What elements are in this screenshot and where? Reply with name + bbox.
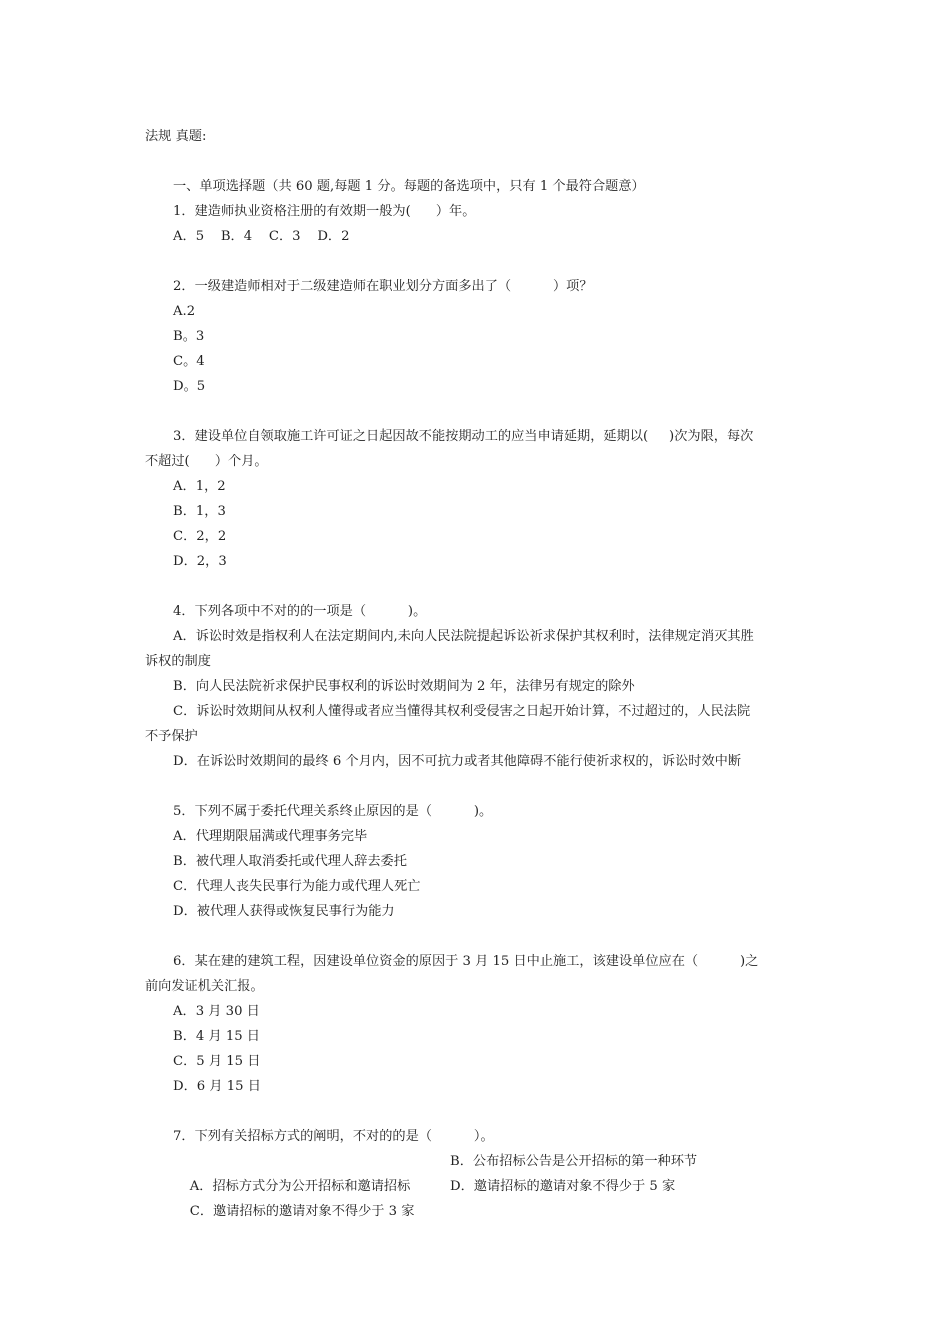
q4-option-c-line2: 不予保护 xyxy=(145,729,198,744)
q4-option-d: D．在诉讼时效期间的最终 6 个月内，因不可抗力或者其他障碍不能行使祈求权的，诉讼时效中断 xyxy=(173,754,742,769)
q5-option-b: B．被代理人取消委托或代理人辞去委托 xyxy=(173,854,407,869)
q7-option-d: D．邀请招标的邀请对象不得少于 5 家 xyxy=(450,1179,676,1194)
q6-option-a: A．3 月 30 日 xyxy=(173,1004,260,1019)
q1-stem: 1．建造师执业资格注册的有效期一般为( ）年。 xyxy=(173,204,476,219)
q3-option-a: A．1，2 xyxy=(173,479,226,494)
q4-option-a-line2: 诉权的制度 xyxy=(145,654,211,669)
q7-options-row2 xyxy=(145,1174,810,1219)
q5-option-d: D．被代理人获得或恢复民事行为能力 xyxy=(173,904,395,919)
q3-option-c: C．2，2 xyxy=(173,529,227,544)
q3-stem-line1: 3．建设单位自领取施工许可证之日起因故不能按期动工的应当申请延期，延期以( )次为限，每次 xyxy=(173,429,754,444)
q6-option-b: B．4 月 15 日 xyxy=(173,1029,260,1044)
q4-option-c-line1: C．诉讼时效期间从权利人懂得或者应当懂得其权利受侵害之日起开始计算，不过超过的，人民法院 xyxy=(173,704,751,719)
q5-option-c: C．代理人丧失民事行为能力或代理人死亡 xyxy=(173,879,421,894)
q3-option-d: D．2，3 xyxy=(173,554,227,569)
q7-option-a: A．招标方式分为公开招标和邀请招标 xyxy=(189,1179,411,1194)
q2-option-c: C。4 xyxy=(173,354,205,369)
q3-option-b: B．1，3 xyxy=(173,504,226,519)
q4-option-a-line1: A．诉讼时效是指权利人在法定期间内,未向人民法院提起诉讼祈求保护其权利时，法律规定消灭其胜 xyxy=(173,629,754,644)
q6-stem-line2: 前向发证机关汇报。 xyxy=(145,979,264,994)
q2-option-d: D。5 xyxy=(173,379,206,394)
q7-option-b: B．公布招标公告是公开招标的第一种环节 xyxy=(450,1154,698,1169)
q2-option-b: B。3 xyxy=(173,329,205,344)
section-heading: 一、单项选择题（共 60 题,每题 1 分。每题的备选项中，只有 1 个最符合题意） xyxy=(173,179,645,194)
q2-option-a: A.2 xyxy=(173,304,196,319)
q6-option-d: D．6 月 15 日 xyxy=(173,1079,261,1094)
q7-option-c: C．邀请招标的邀请对象不得少于 3 家 xyxy=(189,1204,415,1219)
q5-stem: 5．下列不属于委托代理关系终止原因的是（ )。 xyxy=(173,804,493,819)
q1-options: A．5 B．4 C．3 D．2 xyxy=(173,229,350,244)
q4-option-b: B．向人民法院祈求保护民事权利的诉讼时效期间为 2 年，法律另有规定的除外 xyxy=(173,679,635,694)
q4-stem: 4．下列各项中不对的的一项是（ )。 xyxy=(173,604,427,619)
document-page xyxy=(145,124,810,1219)
q3-stem-line2: 不超过( ）个月。 xyxy=(145,454,268,469)
q7-stem: 7．下列有关招标方式的阐明，不对的的是（ ）。 xyxy=(173,1129,494,1144)
q6-option-c: C．5 月 15 日 xyxy=(173,1054,261,1069)
q2-stem: 2．一级建造师相对于二级建造师在职业划分方面多出了（ ）项？ xyxy=(173,279,593,294)
doc-title: 法规 真题: xyxy=(145,129,207,144)
q5-option-a: A．代理期限届满或代理事务完毕 xyxy=(173,829,368,844)
q6-stem-line1: 6．某在建的建筑工程，因建设单位资金的原因于 3 月 15 日中止施工，该建设单位应在（ )之 xyxy=(173,954,759,969)
